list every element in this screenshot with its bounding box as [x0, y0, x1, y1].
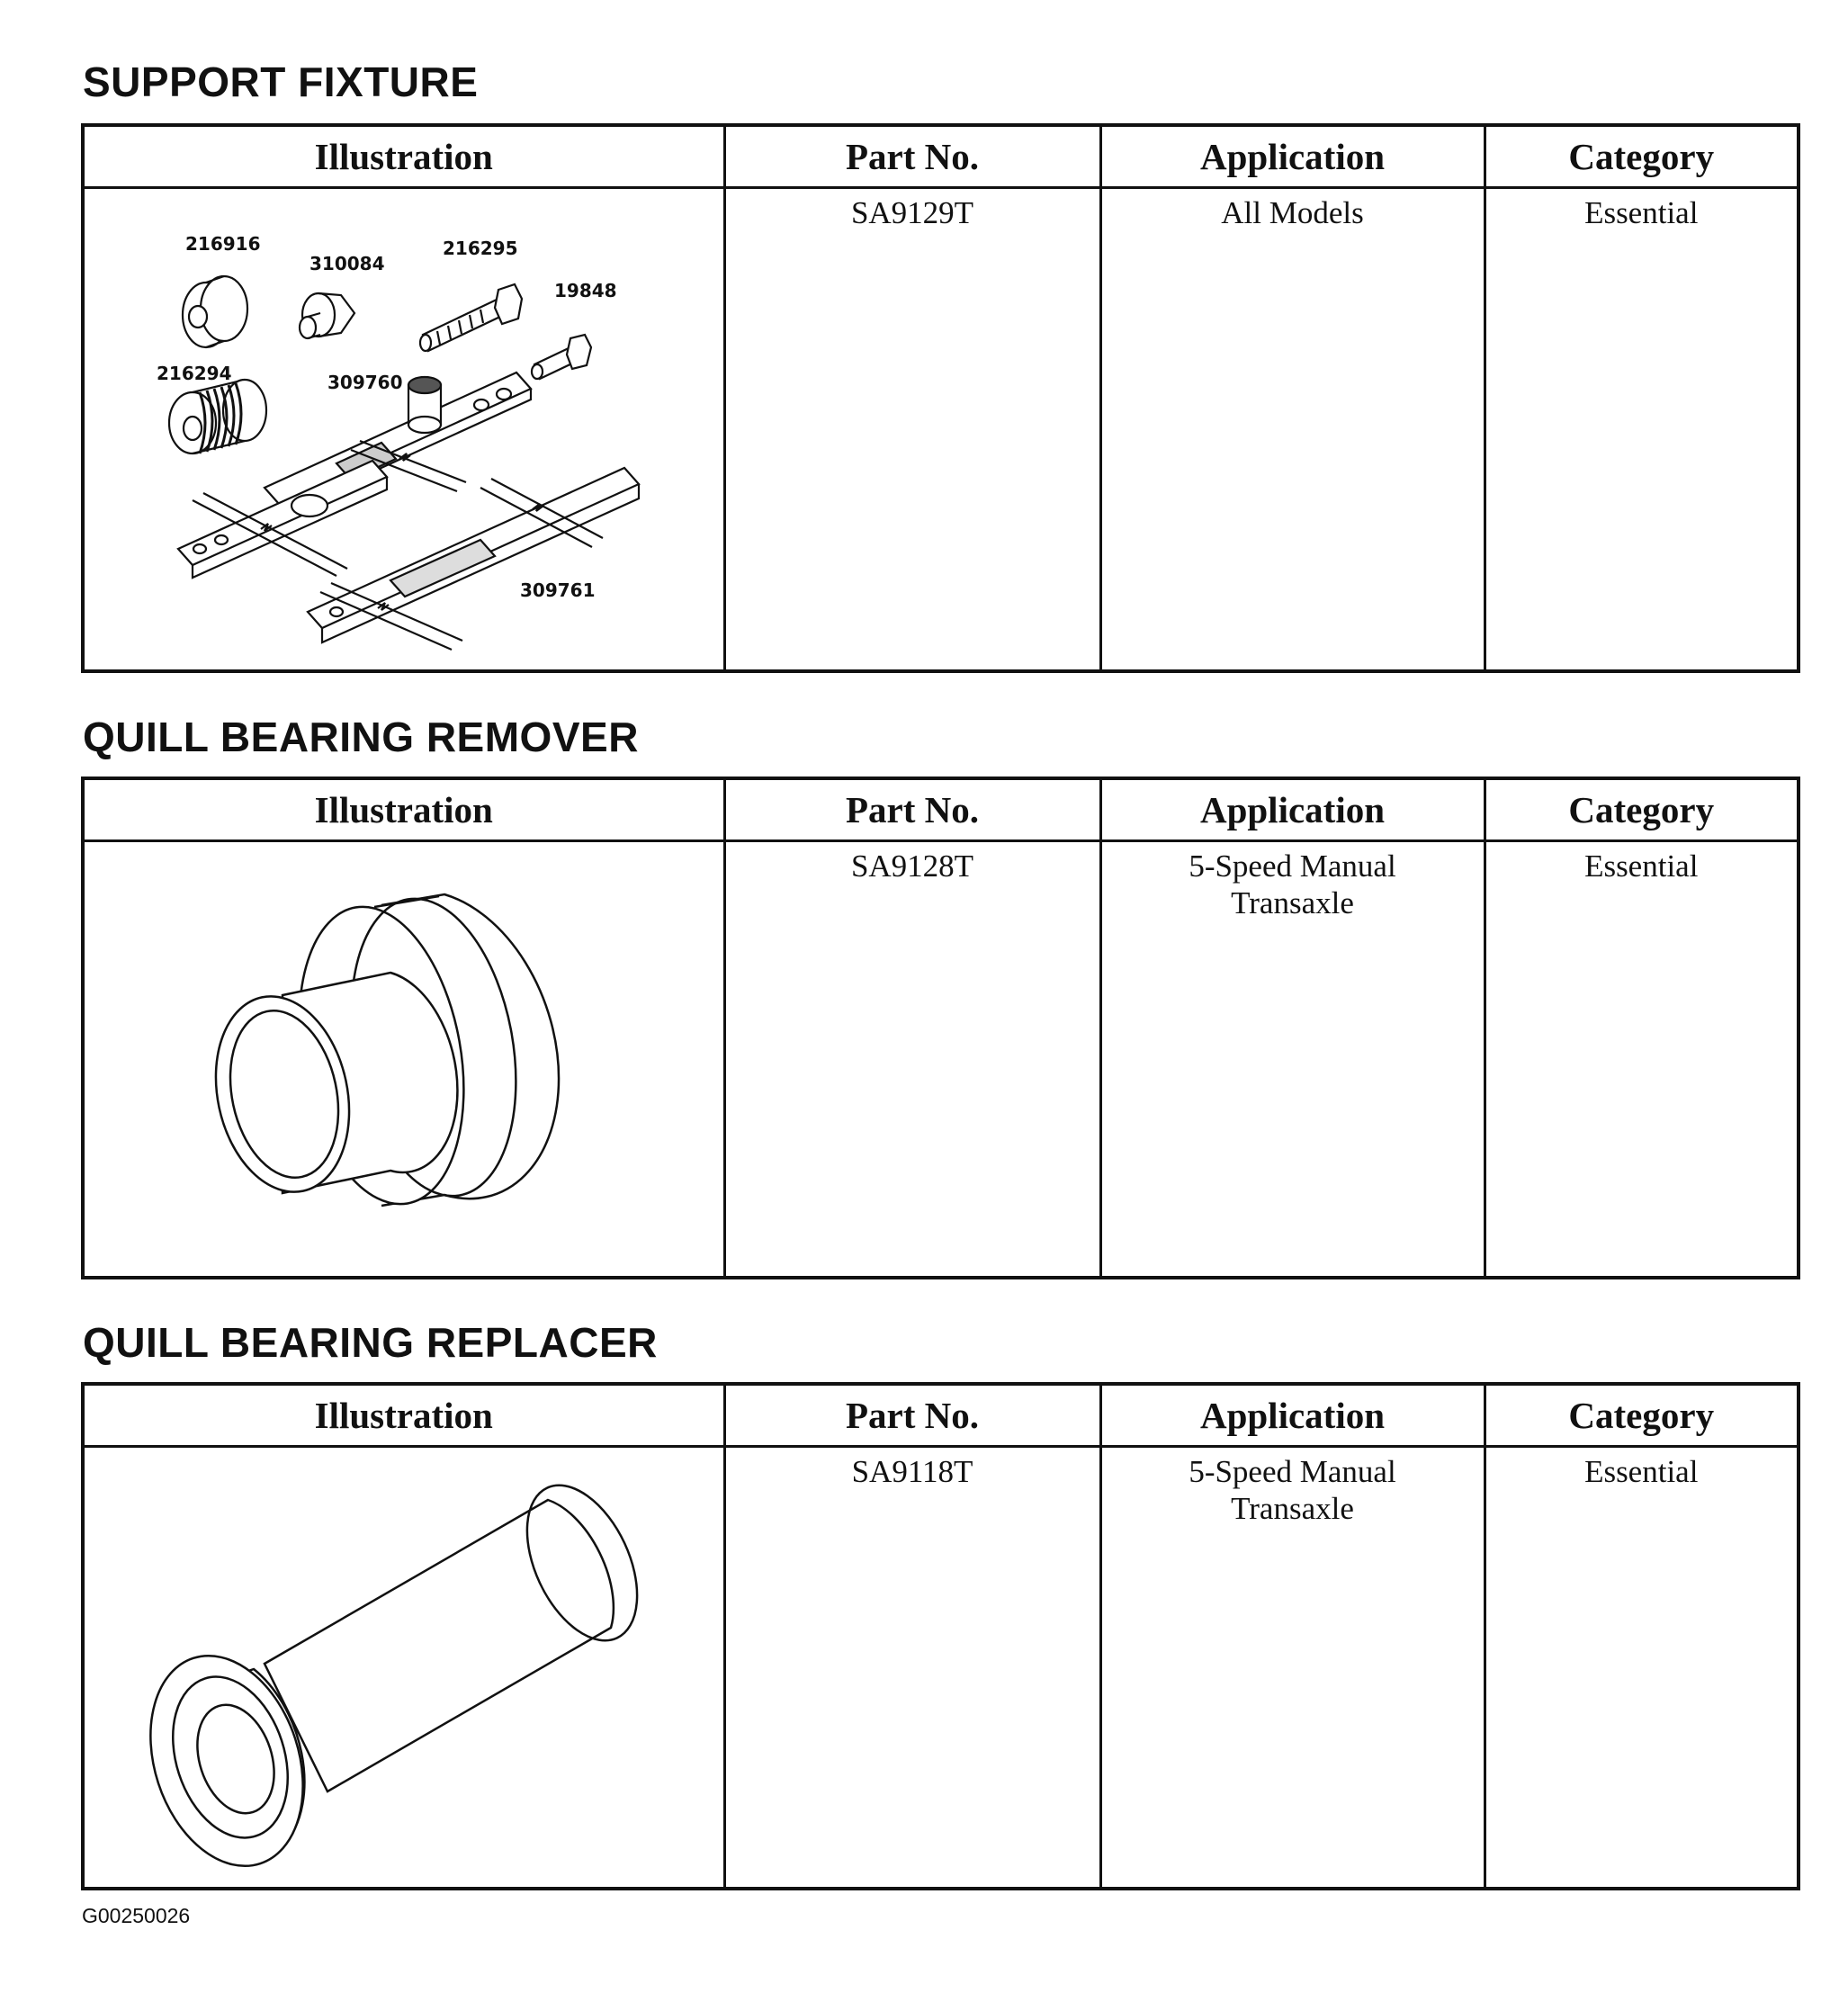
section-title-support-fixture: SUPPORT FIXTURE: [83, 58, 479, 105]
table-header-row: [83, 778, 1799, 841]
header-category: Category: [1485, 125, 1799, 188]
support-fixture-drawing: [85, 189, 720, 669]
application-cell: [1100, 188, 1485, 672]
quill-bearing-replacer-table: [81, 1382, 1800, 1890]
table-row: [83, 1447, 1799, 1890]
header-application: Application: [1100, 1384, 1485, 1447]
header-illustration: Illustration: [83, 125, 724, 188]
application-line: Transaxle: [1231, 1491, 1354, 1526]
category-cell: Essential: [1485, 841, 1799, 1279]
quill-bearing-remover-table: [81, 777, 1800, 1279]
support-fixture-illustration: [83, 188, 724, 672]
header-illustration: Illustration: [83, 1384, 724, 1447]
part-number-cell: SA9118T: [724, 1447, 1100, 1890]
part-label: 309761: [520, 579, 596, 601]
part-label: 216294: [157, 363, 232, 384]
header-category: Category: [1485, 1384, 1799, 1447]
part-label: 19848: [554, 280, 617, 301]
part-label: 216916: [185, 233, 261, 255]
part-number-cell: SA9129T: [724, 188, 1100, 672]
part-number-cell: SA9128T: [724, 841, 1100, 1279]
header-part-no: Part No.: [724, 778, 1100, 841]
table-row: [83, 188, 1799, 672]
section-title-quill-bearing-replacer: QUILL BEARING REPLACER: [83, 1319, 658, 1366]
header-category: Category: [1485, 778, 1799, 841]
application-line: Transaxle: [1231, 885, 1354, 920]
application-line: All Models: [1221, 195, 1364, 230]
table-header-row: [83, 1384, 1799, 1447]
part-label: 310084: [309, 253, 385, 274]
application-cell: [1100, 841, 1485, 1279]
section-title-quill-bearing-remover: QUILL BEARING REMOVER: [83, 714, 639, 760]
part-label: 309760: [327, 372, 403, 393]
category-cell: Essential: [1485, 1447, 1799, 1890]
quill-bearing-remover-drawing: [85, 842, 720, 1276]
part-label: 216295: [443, 238, 518, 259]
header-part-no: Part No.: [724, 1384, 1100, 1447]
header-part-no: Part No.: [724, 125, 1100, 188]
header-application: Application: [1100, 125, 1485, 188]
quill-bearing-remover-illustration: [83, 841, 724, 1279]
application-line: 5-Speed Manual: [1189, 848, 1396, 884]
table-row: [83, 841, 1799, 1279]
header-application: Application: [1100, 778, 1485, 841]
application-line: 5-Speed Manual: [1189, 1454, 1396, 1489]
quill-bearing-replacer-drawing: [85, 1448, 720, 1887]
category-cell: Essential: [1485, 188, 1799, 672]
figure-id: G00250026: [82, 1904, 191, 1927]
support-fixture-table: [81, 123, 1800, 673]
header-illustration: Illustration: [83, 778, 724, 841]
application-cell: [1100, 1447, 1485, 1890]
table-header-row: [83, 125, 1799, 188]
quill-bearing-replacer-illustration: [83, 1447, 724, 1890]
